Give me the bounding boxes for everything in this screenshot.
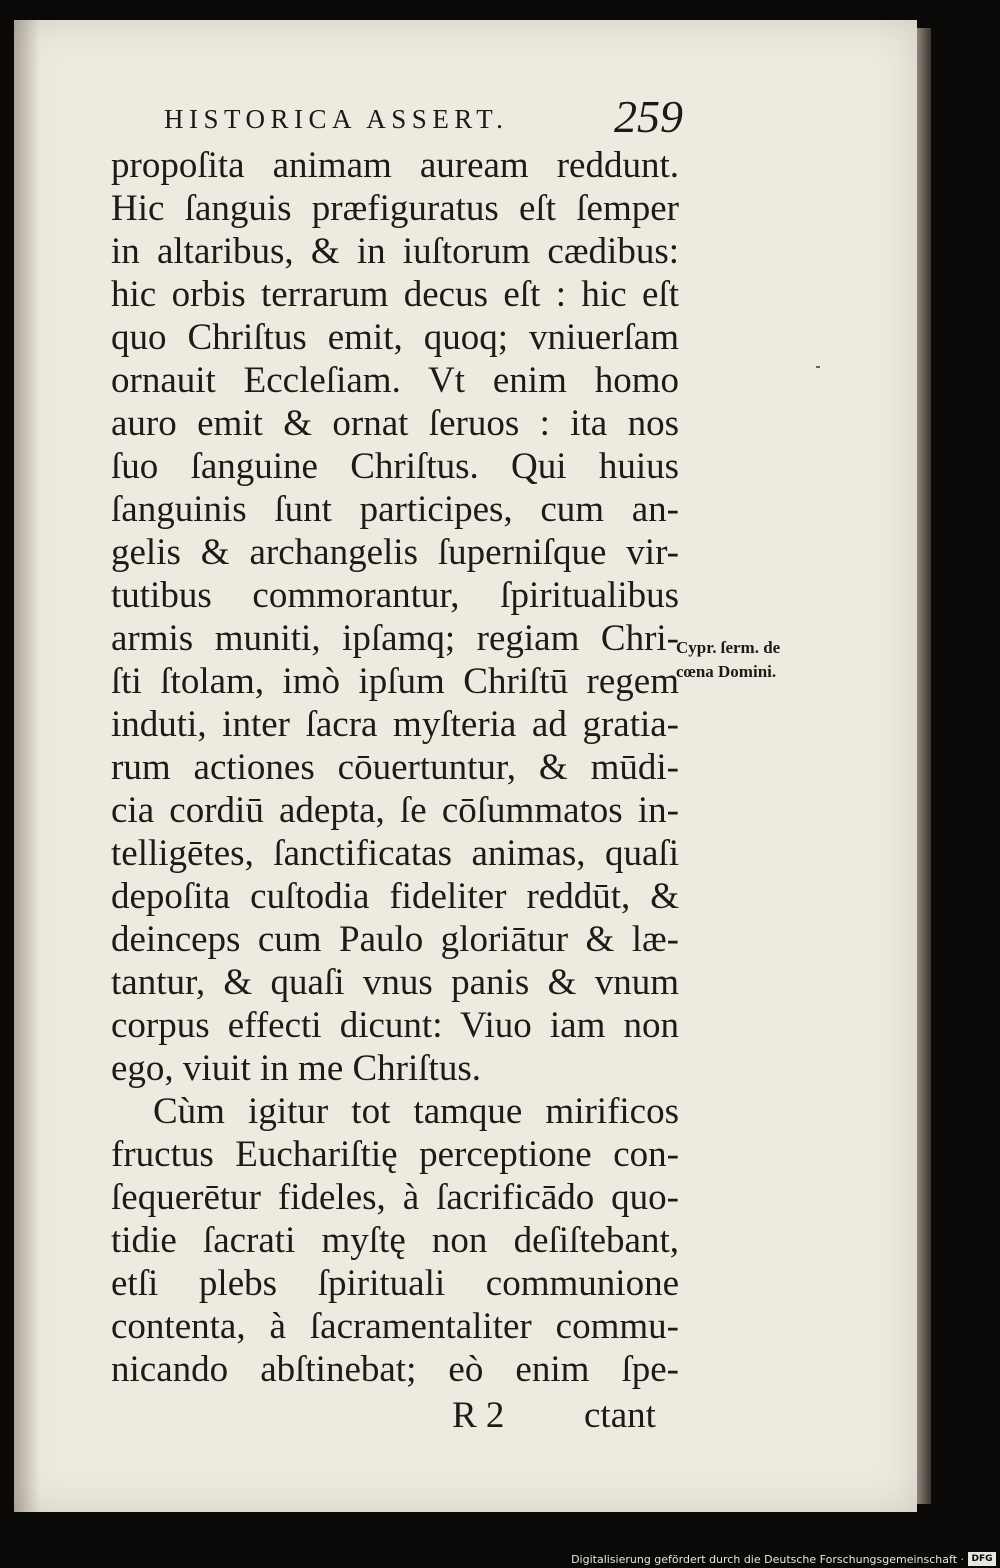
body-line: telligētes, ſanctificatas animas, quaſi [111,833,679,874]
marginal-note-line: Cypr. ſerm. de [676,638,781,657]
body-line: corpus effecti dicunt: Viuo iam non [111,1005,679,1046]
body-line: ſanguinis ſunt participes, cum an- [111,489,679,530]
body-line: tutibus commorantur, ſpiritualibus [111,575,679,616]
body-line: Hic ſanguis præfiguratus eſt ſemper [111,188,679,229]
body-line: propoſita animam auream reddunt. [111,145,679,186]
marginal-note-line: cœna Domini. [676,662,777,681]
body-line: fructus Euchariſtię perceptione con- [111,1134,679,1175]
body-line: ſuo ſanguine Chriſtus. Qui huius [111,446,679,487]
body-line: nicando abſtinebat; eò enim ſpe- [111,1349,679,1390]
page-edge [917,28,931,1504]
body-line: rum actiones cōuertuntur, & mūdi- [111,747,679,788]
dfg-logo: DFG [968,1552,996,1566]
body-line: induti, inter ſacra myſteria ad gratia- [111,704,679,745]
body-line: hic orbis terrarum decus eſt : hic eſt [111,274,679,315]
body-line: tantur, & quaſi vnus panis & vnum [111,962,679,1003]
body-line: depoſita cuſtodia fideliter reddūt, & [111,876,679,917]
body-line: ſti ſtolam, imò ipſum Chriſtū regem [111,661,679,702]
body-text [111,144,679,1391]
body-line: cia cordiū adepta, ſe cōſummatos in- [111,790,679,831]
body-line: deinceps cum Paulo gloriātur & læ- [111,919,679,960]
catchword: ctant [584,1395,656,1436]
body-line: quo Chriſtus emit, quoq; vniuerſam [111,317,679,358]
marginal-note [676,636,836,684]
body-line: tidie ſacrati myſtę non deſiſtebant, [111,1220,679,1261]
body-line: etſi plebs ſpirituali communione [111,1263,679,1304]
book-page [14,20,917,1512]
body-line: auro emit & ornat ſeruos : ita nos [111,403,679,444]
body-line: ornauit Eccleſiam. Vt enim homo [111,360,679,401]
body-line: in altaribus, & in iuſtorum cædibus: [111,231,679,272]
body-line: armis muniti, ipſamq; regiam Chri- [111,618,679,659]
body-line: ſequerētur fideles, à ſacrificādo quo- [111,1177,679,1218]
body-line: gelis & archangelis ſuperniſque vir- [111,532,679,573]
running-head [164,88,689,144]
page-number: 259 [614,91,683,142]
digitization-credit: Digitalisierung gefördert durch die Deutsche Forschungsgemeinschaft · [571,1553,964,1566]
signature-mark: R 2 [452,1395,505,1436]
running-title: HISTORICA ASSERT. [164,104,509,134]
ink-speck [816,366,820,368]
body-line: contenta, à ſacramentaliter commu- [111,1306,679,1347]
page-gutter-shadow [14,20,40,1512]
body-line: Cùm igitur tot tamque mirificos [153,1091,679,1132]
body-line: ego, viuit in me Chriſtus. [111,1048,481,1089]
